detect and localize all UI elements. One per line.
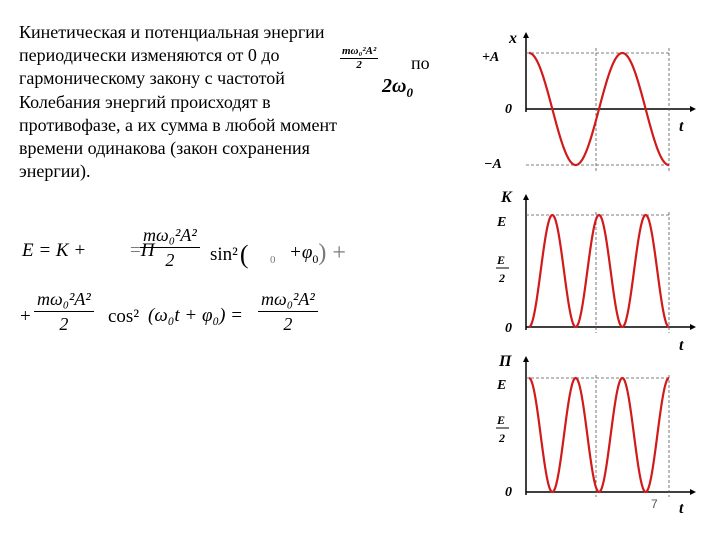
p-half-num: E: [497, 413, 506, 427]
text-line: противофазе, а их сумма в любой момент: [19, 114, 337, 135]
fraction-denominator: 2: [356, 59, 362, 71]
text-line: периодически изменяются от 0 до: [19, 45, 280, 66]
p-graph-value-arrow: [523, 356, 529, 362]
k-axis-label: K: [501, 189, 512, 206]
page-number: 7: [651, 497, 658, 511]
formula-plus: +: [20, 306, 31, 327]
k-half-num: E: [497, 253, 506, 267]
k-zero-label: 0: [505, 321, 512, 336]
text-line: времени одинакова (закон сохранения: [19, 138, 310, 159]
formula-sub-zero: 0: [270, 254, 276, 266]
x-zero-label: 0: [505, 102, 512, 117]
p-axis-label: П: [499, 353, 512, 370]
energy-fraction-1: mω₀²A² 2: [140, 224, 200, 272]
p-zero-label: 0: [505, 485, 512, 500]
formula-tphi: $+\varphi_0$) +: [289, 240, 346, 266]
formula-cos: cos²: [108, 306, 140, 327]
p-e-label: E: [497, 378, 507, 393]
k-time-label: t: [679, 337, 684, 354]
formula-lhs: E = K +: [22, 240, 87, 261]
k-half-den: 2: [499, 271, 505, 285]
word-po: по: [411, 53, 430, 73]
fraction-numerator: mω₀²A²: [342, 45, 377, 57]
formula-pi: =П: [130, 240, 155, 261]
text-line: Колебания энергий происходят в: [19, 91, 271, 112]
kinetic-energy-curve: [529, 215, 669, 327]
formula-arg: (ω₀t + φ₀) =: [148, 305, 243, 326]
energy-fraction-3: mω₀²A² 2: [258, 288, 318, 336]
k-graph-value-arrow: [523, 194, 529, 200]
k-graph-time-arrow: [690, 324, 696, 330]
text-line: Кинетическая и потенциальная энергии: [19, 22, 325, 42]
formula-sin: sin²(: [210, 240, 249, 269]
x-min-label: −A: [484, 157, 502, 172]
text-line: гармоническому закону с частотой: [19, 68, 285, 89]
x-max-label: +A: [482, 50, 500, 65]
p-half-den: 2: [499, 431, 505, 445]
k-e-label: E: [497, 215, 507, 230]
frequency-expression: $2\omega_0$: [382, 75, 413, 100]
x-graph-time-arrow: [690, 106, 696, 112]
energy-fraction-2: mω₀²A² 2: [34, 288, 94, 336]
p-graph-time-arrow: [690, 489, 696, 495]
potential-energy-curve: [529, 378, 669, 492]
p-time-label: t: [679, 500, 684, 517]
x-graph-value-arrow: [523, 32, 529, 38]
x-time-label: t: [679, 118, 684, 135]
x-axis-label: x: [509, 30, 517, 47]
text-line: энергии).: [19, 161, 91, 182]
